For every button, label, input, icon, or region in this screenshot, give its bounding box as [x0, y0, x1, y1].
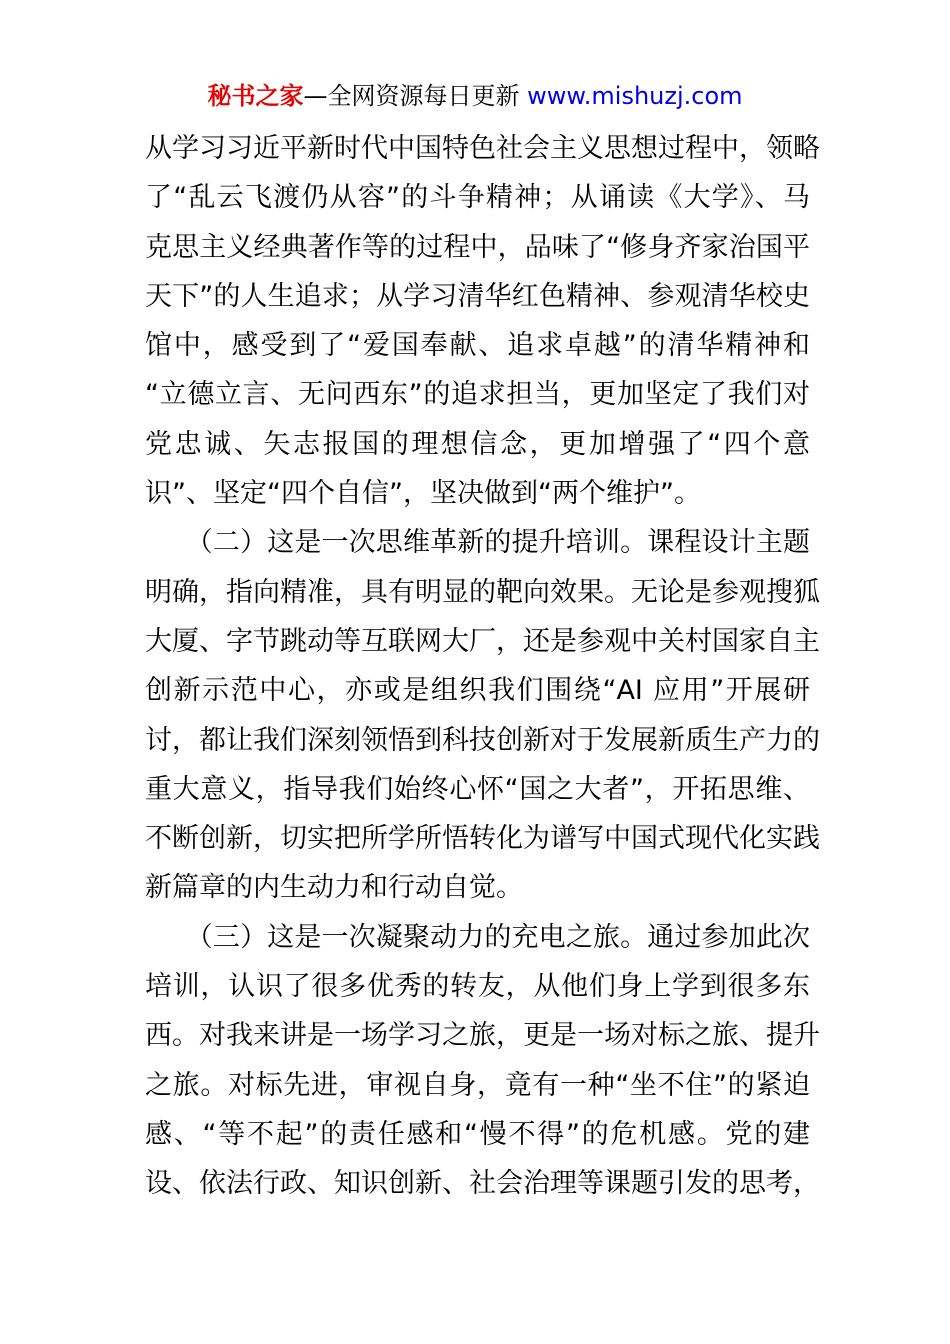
text-line: “立德立言、无问西东”的追求担当，更加坚定了我们对	[145, 379, 810, 411]
text-line: 了“乱云飞渡仍从容”的斗争精神；从诵读《大学》、马	[145, 182, 810, 214]
text-line: 识”、坚定“四个自信”，坚决做到“两个维护”。	[145, 478, 701, 510]
text-line: 之旅。对标先进，审视自身，竟有一种“坐不住”的紧迫	[145, 1069, 810, 1101]
text-line: 创新示范中心，亦或是组织我们围绕“AI 应用”开展研	[145, 675, 810, 707]
text-line: （三）这是一次凝聚动力的充电之旅。通过参加此次	[145, 921, 810, 953]
site-header	[0, 80, 950, 112]
site-brand: 秘书之家	[207, 82, 304, 110]
text-line: 馆中，感受到了“爱国奉献、追求卓越”的清华精神和	[145, 330, 810, 362]
text-line: 明确，指向精准，具有明显的靶向效果。无论是参观搜狐	[145, 576, 820, 608]
text-line: 重大意义，指导我们始终心怀“国之大者”，开拓思维、	[145, 773, 810, 805]
text-line: 党忠诚、矢志报国的理想信念，更加增强了“四个意	[145, 428, 810, 460]
text-line: 不断创新，切实把所学所悟转化为谱写中国式现代化实践	[145, 823, 820, 855]
site-tagline: —全网资源每日更新	[303, 82, 528, 110]
text-line: 感、“等不起”的责任感和“慢不得”的危机感。党的建	[145, 1118, 810, 1150]
text-line: 克思主义经典著作等的过程中，品味了“修身齐家治国平	[145, 231, 810, 263]
text-line: 讨，都让我们深刻领悟到科技创新对于发展新质生产力的	[145, 724, 820, 756]
site-url-link[interactable]: www.mishuzj.com	[527, 82, 743, 110]
document-body	[145, 124, 820, 1209]
text-line: 从学习习近平新时代中国特色社会主义思想过程中，领略	[145, 133, 820, 164]
text-line: 培训，认识了很多优秀的转友，从他们身上学到很多东	[145, 971, 810, 1003]
text-line: 设、依法行政、知识创新、社会治理等课题引发的思考，	[145, 1168, 820, 1200]
text-line: （二）这是一次思维革新的提升培训。课程设计主题	[145, 527, 810, 559]
text-line: 新篇章的内生动力和行动自觉。	[145, 872, 523, 904]
text-line: 天下”的人生追求；从学习清华红色精神、参观清华校史	[145, 280, 810, 312]
text-line: 西。对我来讲是一场学习之旅，更是一场对标之旅、提升	[145, 1020, 820, 1052]
text-line: 大厦、字节跳动等互联网大厂，还是参观中关村国家自主	[145, 625, 820, 657]
